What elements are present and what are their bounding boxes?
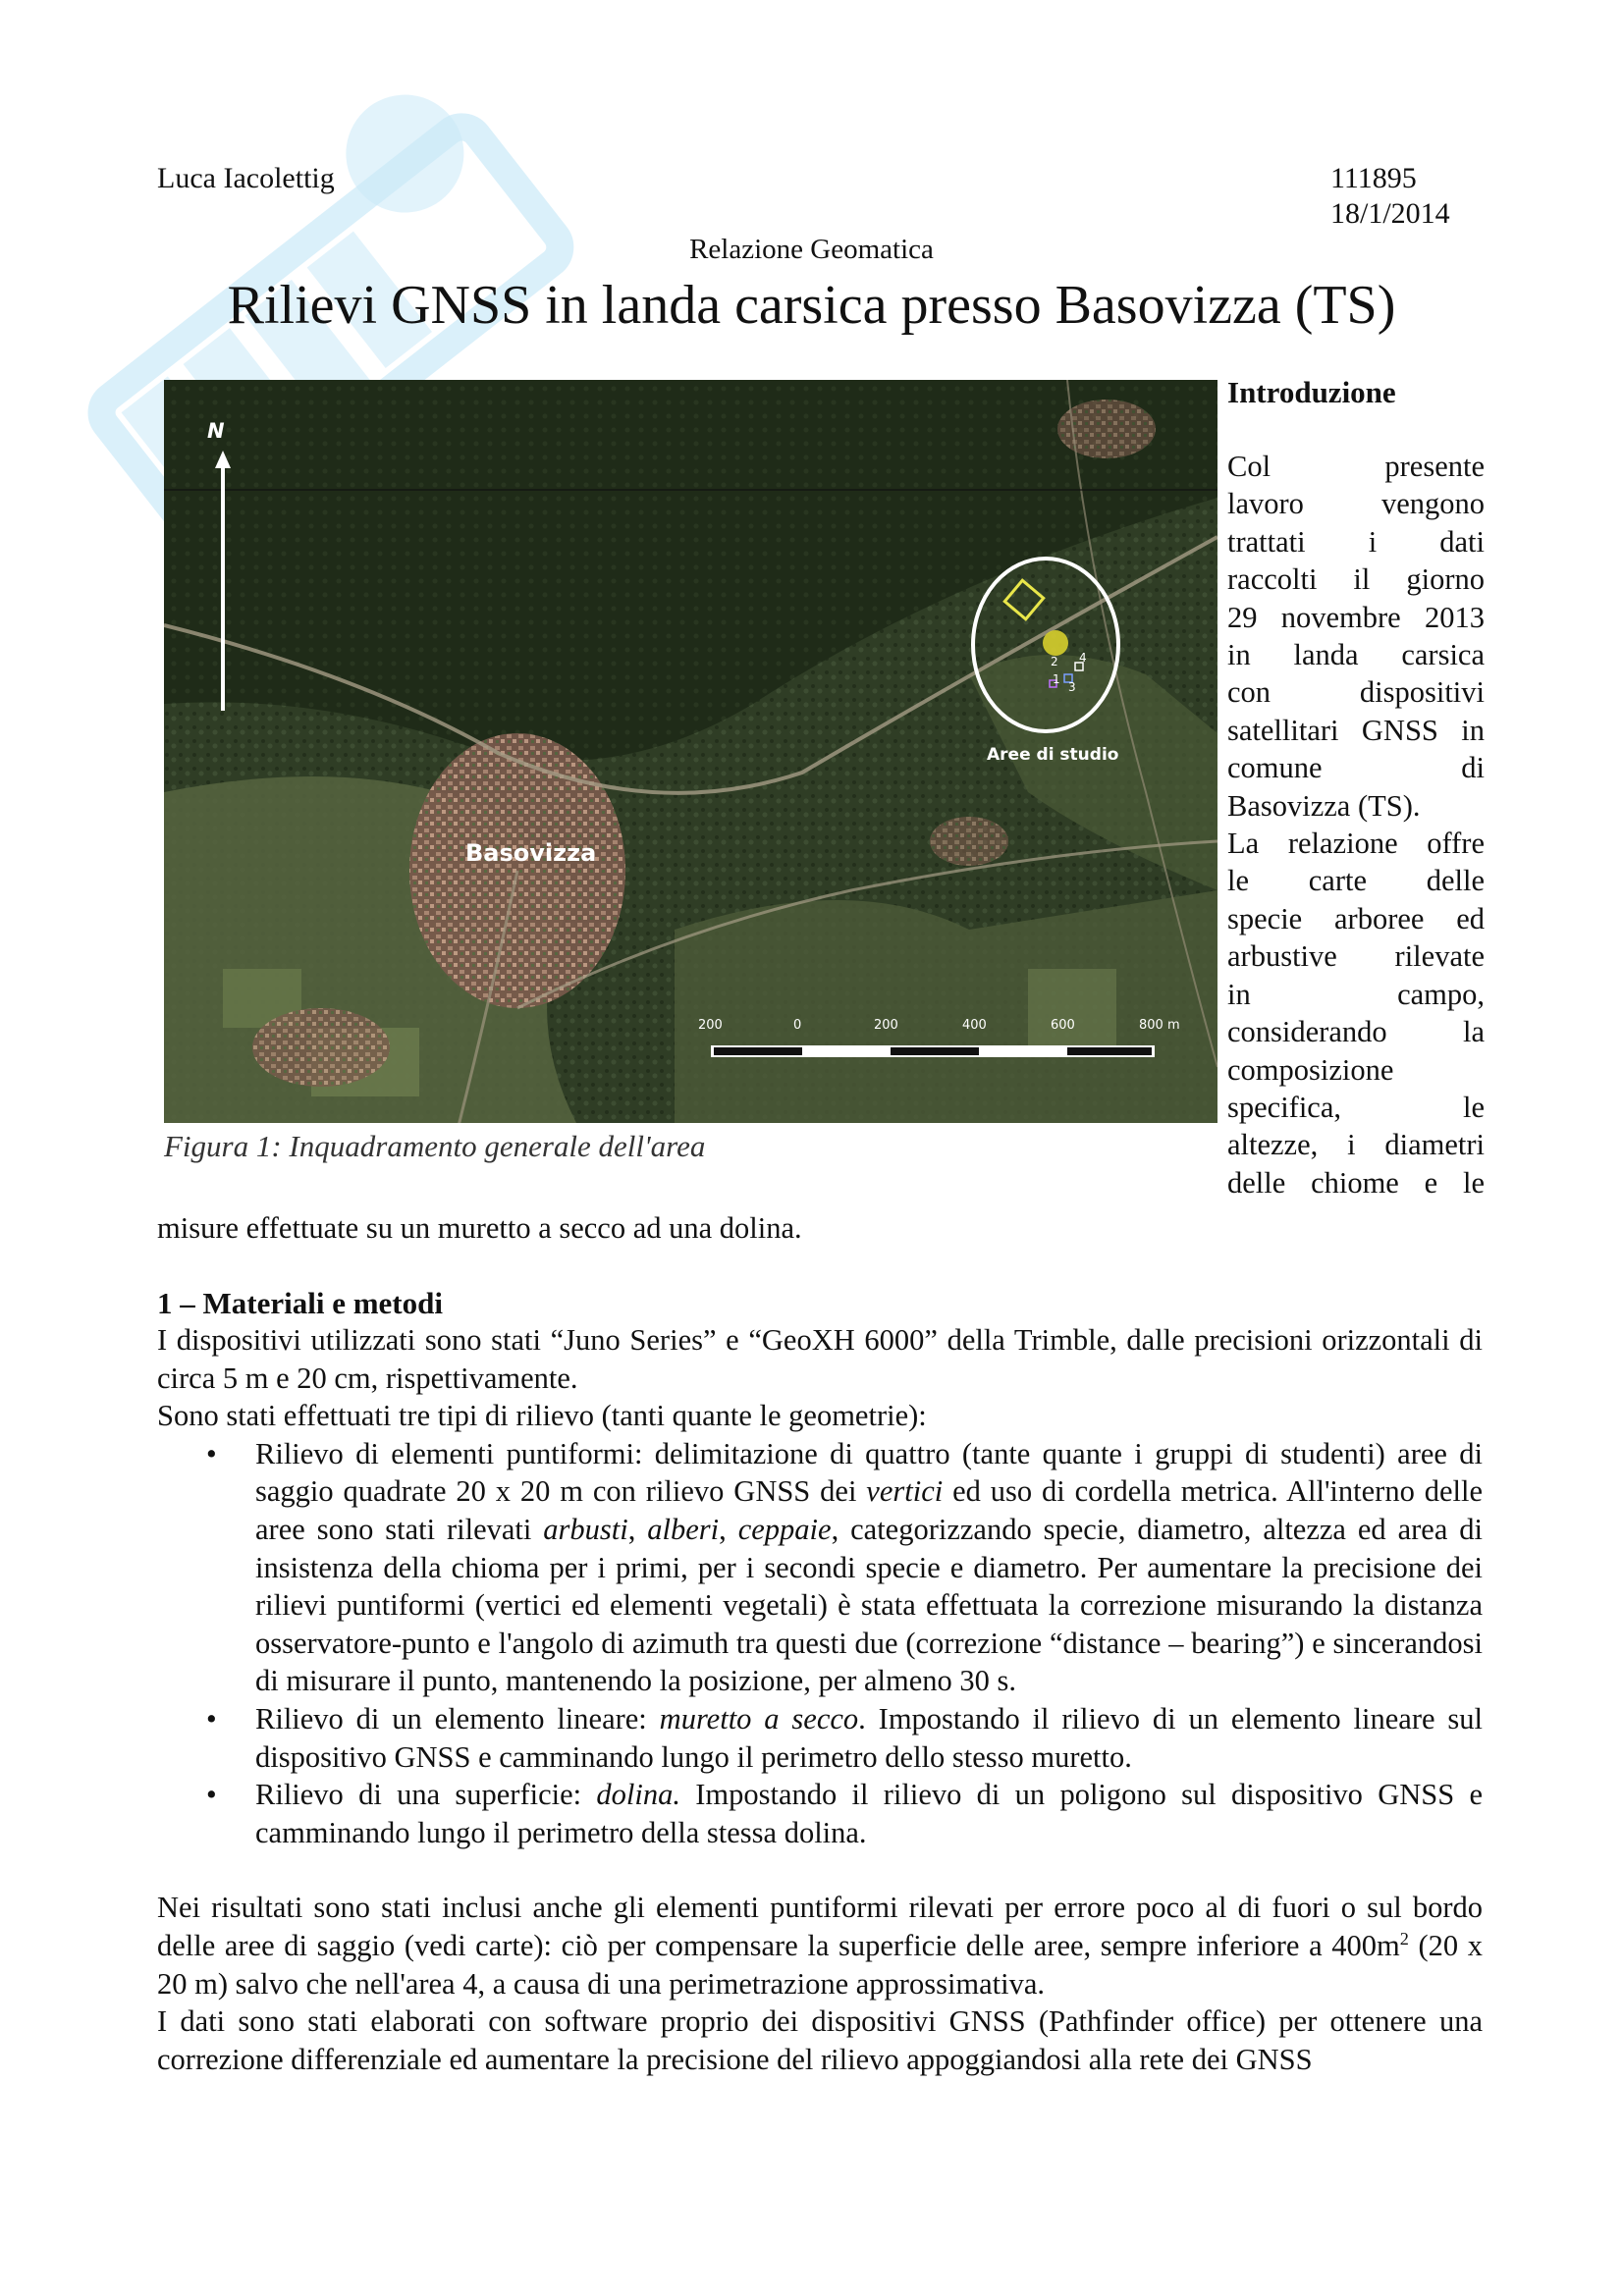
point-label-4: 4 (1079, 651, 1087, 665)
intro-line: le carte delle (1227, 864, 1485, 898)
italic-term: arbusti (543, 1512, 628, 1546)
text: , (627, 1512, 648, 1546)
intro-line: lavoro vengono (1227, 487, 1485, 521)
intro-line: considerando la (1227, 1015, 1485, 1049)
text: , (719, 1512, 738, 1546)
scale-bar (711, 1045, 1155, 1057)
text: Impostando il rilievo di un poligono sul dispositivo GNSS e camminando lungo il perimetro della stessa dolina. (255, 1778, 1484, 1849)
intro-line: comune di (1227, 751, 1485, 785)
bullet-item (157, 1776, 1483, 1851)
document-subtitle: Relazione Geomatica (689, 234, 934, 265)
text: ed uso di cordella metrica. All'interno delle aree sono stati rilevati (255, 1474, 1483, 1546)
superscript: 2 (1399, 1928, 1409, 1949)
italic-term: dolina. (596, 1778, 680, 1812)
text: Rilievo di elementi puntiformi: delimitazione di quattro (tante quante i gruppi di studenti) aree di saggio quadrate 20 x 20 m con rilievo GNSS dei (255, 1436, 1483, 1509)
intro-heading: Introduzione (1227, 375, 1396, 409)
point-label-2: 2 (1051, 655, 1058, 668)
text: , categorizzando specie, diametro, altezza ed area di insistenza della chioma per i primi, per i secondi specie e diametro. Per aumentare la precisione dei rilievi puntiformi (vertici ed elementi vegetali) è stata effettuata la correzione misurando la distanza osservatore-punto e l'angolo di azimuth tra questi due (correzione “distance – bearing”) e sincerandosi di misurare il punto, mantenendo la posizione, per almeno 30 s. (255, 1512, 1484, 1698)
intro-line: composizione (1227, 1052, 1394, 1087)
paragraph: I dispositivi utilizzati sono stati “Juno Series” e “GeoXH 6000” della Trimble, dalle precisioni orizzontali di circa 5 m e 20 cm, rispettivamente. (157, 1323, 1483, 1395)
figure-caption: Figura 1: Inquadramento generale dell'area (164, 1129, 706, 1163)
author-name: Luca Iacolettig (157, 162, 335, 194)
intro-line: La relazione offre (1227, 827, 1485, 861)
scale-label: 200 (874, 1018, 898, 1033)
north-label: N (207, 419, 225, 443)
intro-line: satellitari GNSS in (1227, 713, 1485, 747)
intro-line: con dispositivi (1227, 675, 1485, 710)
intro-column (1227, 448, 1485, 1201)
document-date: 18/1/2014 (1330, 197, 1450, 230)
bullet-dot: • (206, 1778, 217, 1812)
student-id: 111895 (1330, 162, 1417, 194)
paragraph: Sono stati effettuati tre tipi di rilievo (tanti quante le geometrie): (157, 1399, 927, 1433)
intro-line: specifica, le (1227, 1090, 1485, 1124)
bullet-list (157, 1435, 1483, 1852)
paragraph: I dati sono stati elaborati con software proprio dei dispositivi GNSS (Pathfinder office) per ottenere una correzione differenziale ed aumentare la precisione del rilievo appoggiandosi alla rete dei GNSS (157, 2004, 1483, 2076)
intro-continuation: misure effettuate su un muretto a secco ad una dolina. (157, 1211, 802, 1245)
intro-line: specie arboree ed (1227, 901, 1485, 935)
point-label-3: 3 (1068, 680, 1076, 694)
text: (20 x 20 m) salvo che nell'area 4, a causa di una perimetrazione approssimativa. (157, 1928, 1483, 2001)
intro-line: raccolti il giorno (1227, 562, 1485, 597)
paragraph (157, 1889, 1483, 2002)
intro-line: in landa carsica (1227, 638, 1485, 672)
intro-line: in campo, (1227, 977, 1485, 1011)
bullet-item (157, 1700, 1483, 1776)
study-area-label: Aree di studio (987, 745, 1119, 765)
text: Rilievo di un elemento lineare: (255, 1701, 660, 1735)
scale-label: 800 m (1139, 1018, 1180, 1033)
scale-label: 0 (793, 1018, 802, 1033)
intro-line: delle chiome e le (1227, 1165, 1485, 1200)
text: Nei risultati sono stati inclusi anche gli elementi puntiformi rilevati per errore poco al di fuori o sul bordo delle aree di saggio (vedi carte): ciò per compensare la superficie delle aree, sempre inferiore a 400m (157, 1891, 1483, 1962)
italic-term: muretto a secco (659, 1701, 859, 1735)
intro-line: trattati i dati (1227, 524, 1485, 559)
italic-term: ceppaie (737, 1512, 832, 1546)
point-label-1: 1 (1053, 672, 1060, 686)
text: Rilievo di una superficie: (255, 1778, 597, 1812)
section-heading: 1 – Materiali e metodi (157, 1286, 443, 1320)
text: . Impostando il rilievo di un elemento lineare sul dispositivo GNSS e camminando lungo il perimetro dello stesso muretto. (255, 1701, 1483, 1774)
town-label: Basovizza (465, 839, 597, 867)
intro-line: altezze, i diametri (1227, 1128, 1485, 1162)
bullet-dot: • (206, 1701, 217, 1735)
italic-term: vertici (866, 1474, 944, 1509)
intro-line: arbustive rilevate (1227, 939, 1485, 974)
section-materials-methods (157, 1286, 1483, 2078)
document-title: Rilievi GNSS in landa carsica presso Basovizza (TS) (227, 275, 1396, 336)
italic-term: alberi (647, 1512, 720, 1546)
scale-label: 600 (1051, 1018, 1075, 1033)
intro-line: Basovizza (TS). (1227, 788, 1421, 823)
scale-label: 400 (962, 1018, 987, 1033)
bullet-dot: • (206, 1436, 217, 1470)
intro-line: 29 novembre 2013 (1227, 600, 1485, 634)
aerial-map-figure (164, 380, 1217, 1123)
bullet-item (157, 1435, 1483, 1700)
scale-label: 200 (698, 1018, 723, 1033)
intro-line: Col presente (1227, 450, 1485, 483)
